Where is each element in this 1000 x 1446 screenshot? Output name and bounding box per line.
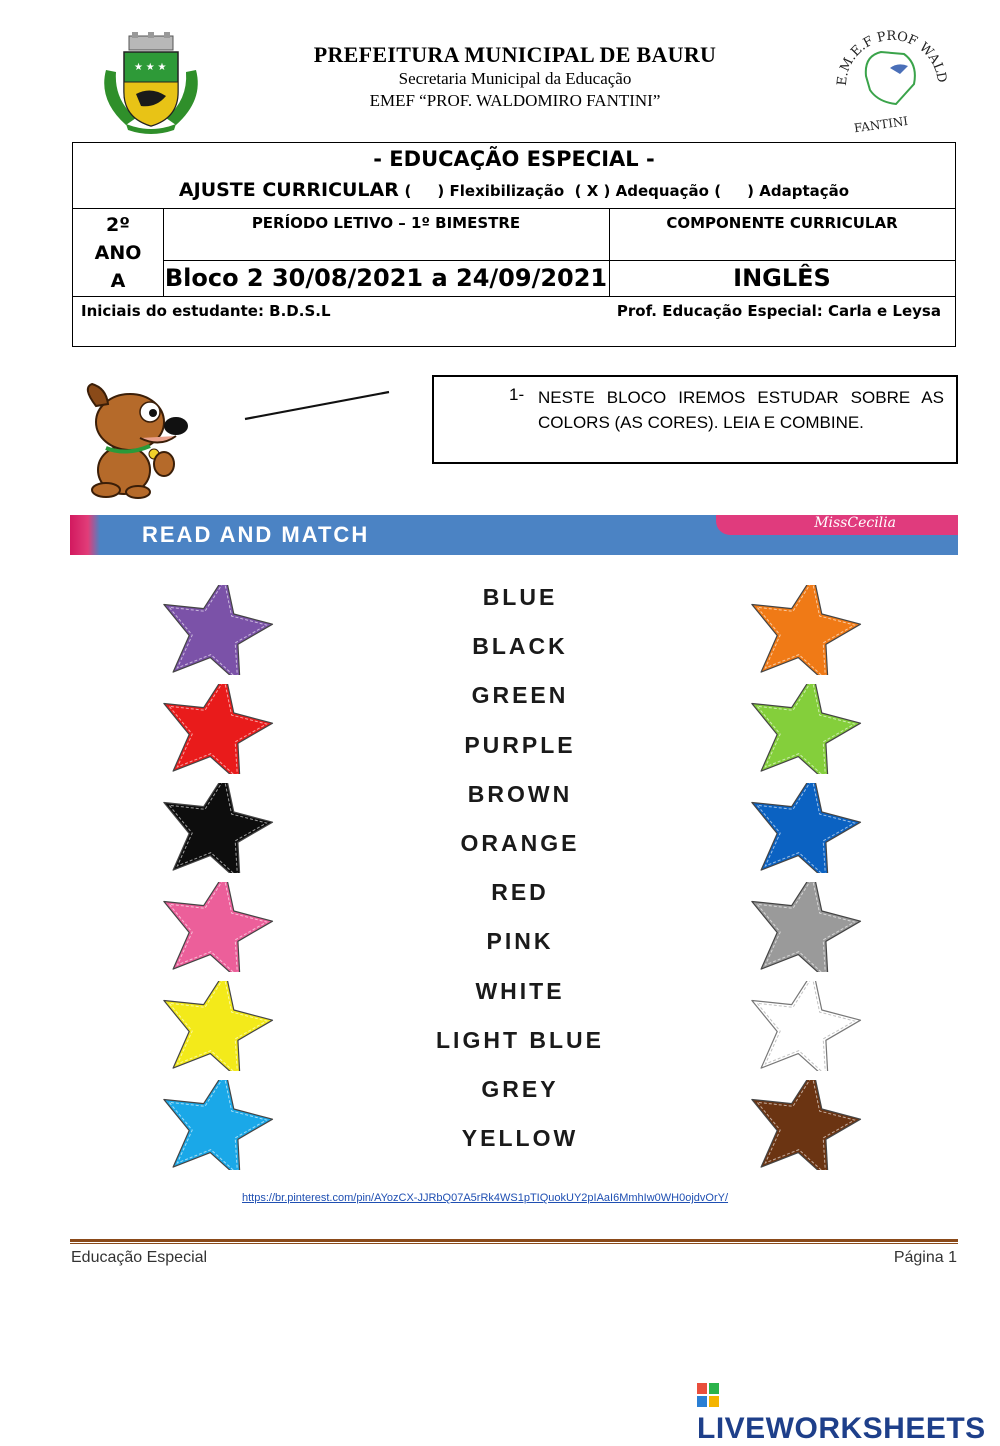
curricular-adjustment-row [73, 179, 955, 201]
color-word[interactable]: BLACK [472, 633, 568, 660]
special-education-heading: - EDUCAÇÃO ESPECIAL - [373, 147, 655, 171]
curriculum-table [72, 142, 956, 347]
svg-text:E.M.E.F PROF WALDOMIRO: E.M.E.F PROF WALD [834, 28, 950, 87]
footer-left-text: Educação Especial [71, 1249, 208, 1266]
star-light-blue-icon[interactable] [140, 1080, 290, 1170]
source-link[interactable]: https://br.pinterest.com/pin/AYozCX-JJRbQ07A5rRk4WS1pTIQuokUY2pIAaI6MmhIw0WH0ojdvOrY/ [242, 1192, 729, 1204]
read-and-match-banner [70, 515, 958, 555]
grade-number: 2º [106, 214, 130, 236]
star-brown-icon[interactable] [728, 1080, 878, 1170]
banner-accent [70, 515, 100, 555]
adjustment-label: AJUSTE CURRICULAR [178, 179, 399, 201]
special-ed-teacher: Prof. Educação Especial: Carla e Leysa [616, 302, 941, 320]
star-white-icon[interactable] [728, 981, 878, 1071]
color-word[interactable]: ORANGE [460, 829, 580, 856]
period-value: Bloco 2 30/08/2021 a 24/09/2021 [164, 264, 608, 292]
color-word[interactable]: WHITE [475, 977, 565, 1004]
instruction-text: NESTE BLOCO IREMOS ESTUDAR SOBRE AS COLORS (AS CORES). LEIA E COMBINE. [538, 388, 944, 432]
star-purple-icon[interactable] [140, 585, 290, 675]
school-header [250, 42, 780, 112]
city-hall-title: PREFEITURA MUNICIPAL DE BAURU [313, 42, 717, 67]
city-crest-logo [96, 30, 206, 134]
star-green-icon[interactable] [728, 684, 878, 774]
color-word[interactable]: PINK [486, 928, 554, 955]
instruction-number: 1- [509, 385, 525, 404]
footer-page-number: Página 1 [893, 1249, 957, 1266]
right-star-column [728, 585, 898, 1175]
star-blue-icon[interactable] [728, 783, 878, 873]
left-star-column [140, 585, 310, 1175]
liveworksheets-logo [697, 1378, 1000, 1446]
color-word[interactable]: PURPLE [464, 731, 576, 758]
star-grey-icon[interactable] [728, 882, 878, 972]
grade-cell [73, 211, 163, 295]
grade-ano: ANO [94, 242, 142, 264]
star-red-icon[interactable] [140, 684, 290, 774]
banner-brand: MissCecilia [814, 515, 896, 531]
component-value: INGLÊS [733, 264, 831, 292]
student-initials: Iniciais do estudante: B.D.S.L [81, 302, 331, 320]
star-black-icon[interactable] [140, 783, 290, 873]
color-word[interactable]: GREEN [471, 682, 569, 709]
match-line-drawing[interactable] [243, 389, 393, 423]
dog-mascot-image [80, 382, 190, 500]
star-orange-icon[interactable] [728, 585, 878, 675]
liveworksheets-wordmark: LIVEWORKSHEETS [697, 1412, 986, 1445]
school-seal-logo [826, 16, 956, 138]
component-header: COMPONENTE CURRICULAR [666, 214, 898, 232]
period-header: PERÍODO LETIVO – 1º BIMESTRE [251, 214, 521, 232]
color-word[interactable]: LIGHT BLUE [436, 1026, 604, 1053]
liveworksheets-icon [697, 1381, 719, 1405]
adjustment-options: ( ) Flexibilização ( X ) Adequação ( ) Adaptação [404, 182, 850, 200]
star-pink-icon[interactable] [140, 882, 290, 972]
instruction-box [432, 375, 958, 464]
svg-text:FANTINI: FANTINI [853, 113, 909, 136]
svg-text:★ ★ ★: ★ ★ ★ [134, 62, 167, 73]
footer-divider [70, 1239, 958, 1242]
school-name: EMEF “PROF. WALDOMIRO FANTINI” [369, 91, 661, 110]
color-word-list [400, 580, 640, 1170]
color-word[interactable]: BROWN [467, 780, 573, 807]
banner-title: READ AND MATCH [142, 522, 370, 547]
secretariat-subtitle: Secretaria Municipal da Educação [398, 69, 632, 88]
star-yellow-icon[interactable] [140, 981, 290, 1071]
color-word[interactable]: GREY [481, 1075, 559, 1102]
color-word[interactable]: YELLOW [461, 1125, 579, 1152]
color-word[interactable]: BLUE [482, 584, 558, 610]
color-word[interactable]: RED [491, 879, 549, 906]
grade-class: A [110, 270, 126, 292]
footer-divider-thin [70, 1243, 958, 1244]
